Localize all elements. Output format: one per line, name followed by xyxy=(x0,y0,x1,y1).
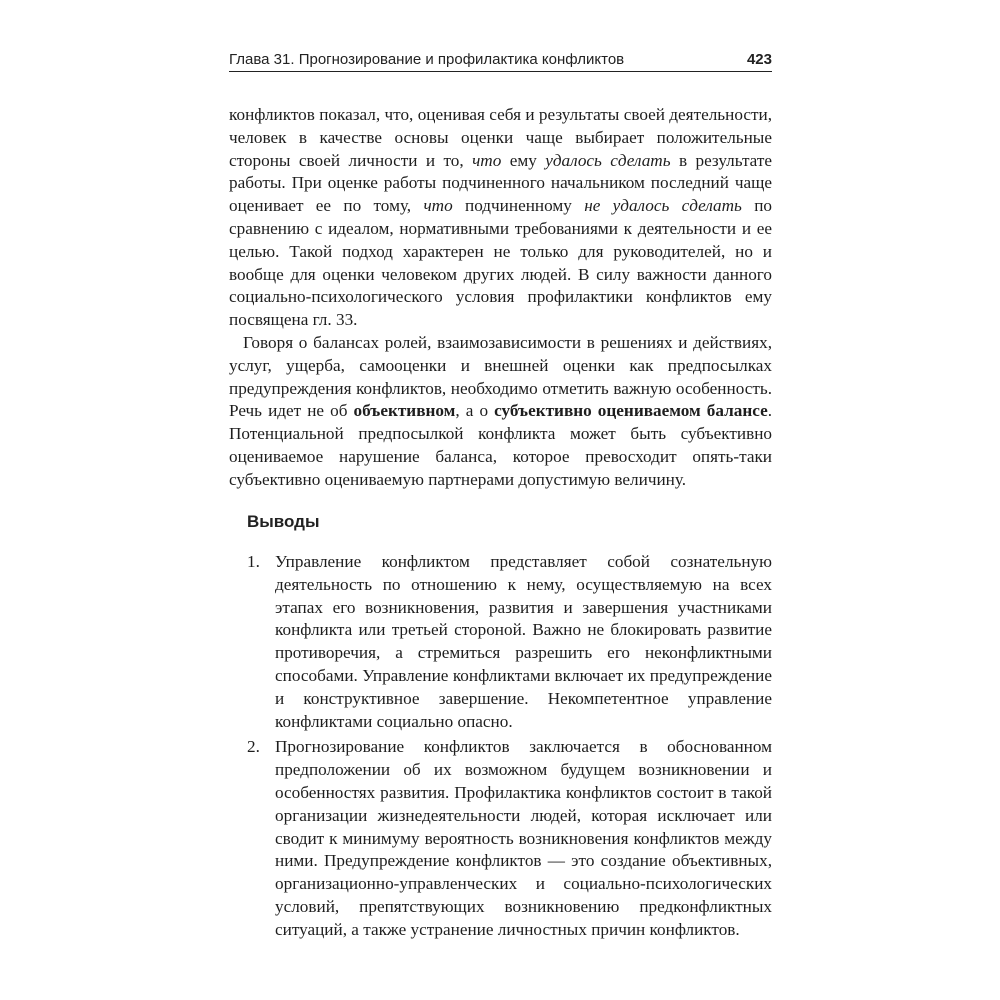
paragraph-2 xyxy=(229,332,772,492)
paragraph-1-italic-1: что xyxy=(472,150,502,170)
paragraph-1-italic-4: не удалось сделать xyxy=(584,196,742,216)
paragraph-1-text-1: конфликтов показал, что, оценивая себя и результаты своей деятельности, человек в качестве основы оценки чаще выбирает положительные стороны своей личности и то, xyxy=(229,105,772,170)
paragraph-1-text-3: в результате работы. При оценке работы подчиненного начальником последний чаще оценивает ее по тому, xyxy=(229,150,772,216)
paragraph-2-text-1: Говоря о балансах ролей, взаимозависимости в решениях и действиях, услуг, ущерба, самооценки и внешней оценки как предпосылках предупреждения конфликтов, необходимо отметить важную особенность. Речь идет не об xyxy=(229,332,772,421)
list-item-number: 2. xyxy=(247,737,260,757)
paragraph-1-italic-2: удалось сделать xyxy=(545,150,671,170)
list-item-text: Управление конфликтом представляет собой сознательную деятельность по отношению к нему, осуществляемую на всех этапах его возникновения, развития и завершения участниками конфликта или третьей стороной. Важно не блокировать развитие противоречия, а стремиться разрешить его неконфликтными способами. Управление конфликтами включает их предупреждение и конструктивное завершение. Некомпетентное управление конфликтами социально опасно. xyxy=(275,552,772,731)
conclusions-list xyxy=(247,551,772,945)
paragraph-2-bold-2: субъективно оцениваемом балансе xyxy=(494,401,768,421)
paragraph-1-text-5: по сравнению с идеалом, нормативными требованиями к деятельности и ее целью. Такой подход характерен не только для руководителей, но и вообще для оценки человеком других людей. В силу важности данного социально-психологического условия профилактики конфликтов ему посвящена гл. 33. xyxy=(229,196,773,330)
chapter-title: Глава 31. Прогнозирование и профилактика конфликтов xyxy=(229,51,625,68)
page-number: 423 xyxy=(746,51,772,68)
list-item-number: 1. xyxy=(247,552,260,571)
paragraph-2-text-3: . Потенциальной предпосылкой конфликта может быть субъективно оцениваемое нарушение баланса, которое превосходит опять-таки субъективно оцениваемую партнерами допустимую величину. xyxy=(229,401,772,489)
list-item xyxy=(247,551,772,733)
paragraph-2-bold-1: объективном xyxy=(353,401,456,421)
paragraph-1-text-4: подчиненному xyxy=(452,196,585,216)
running-header xyxy=(229,50,772,72)
paragraph-1-text-2: ему xyxy=(501,150,546,170)
list-item-text: Прогнозирование конфликтов заключается в обоснованном предположении об их возможном будущем возникновении и особенностях развития. Профилактика конфликтов состоит в такой организации жизнедеятельности людей, которая исключает или сводит к минимуму вероятность возникновения конфликтов между ними. Предупреждение конфликтов — это создание объективных, организационно-управленческих и социально-психологических условий, препятствующих возникновению предконфликтных ситуаций, а также устранение личностных причин конфликтов. xyxy=(275,737,772,939)
paragraph-1 xyxy=(229,104,772,332)
body-text xyxy=(229,104,772,492)
paragraph-2-text-2: , а о xyxy=(455,401,495,421)
paragraph-1-italic-3: что xyxy=(423,196,453,216)
list-item xyxy=(247,736,772,941)
section-heading: Выводы xyxy=(247,512,320,531)
